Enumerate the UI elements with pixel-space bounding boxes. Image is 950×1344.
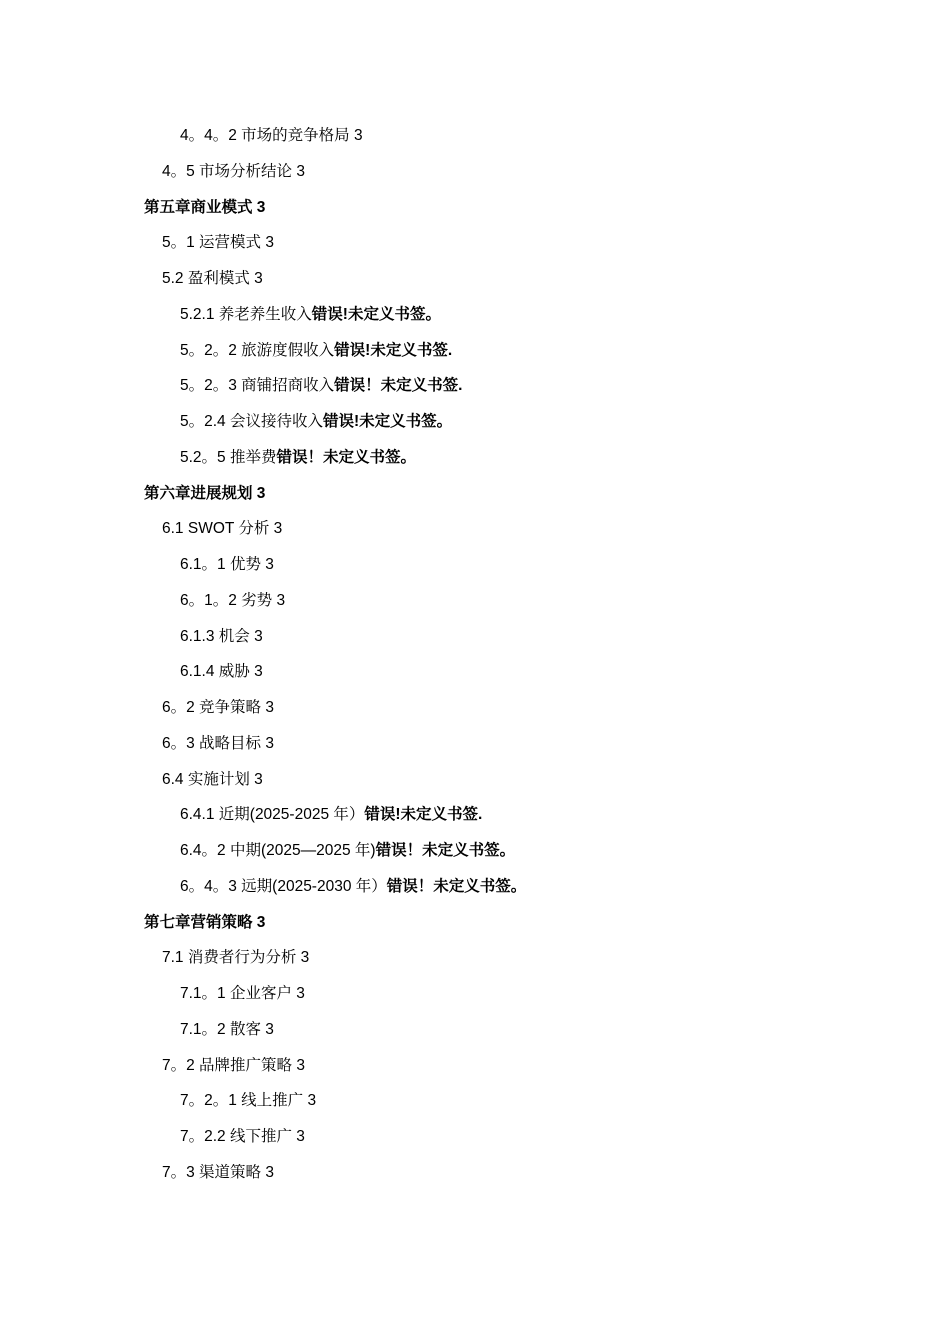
toc-entry-text: 第六章进展规划 3 bbox=[144, 484, 266, 502]
toc-entry-text: 6。2 竞争策略 3 bbox=[162, 699, 274, 716]
toc-entry-text: 7。2。1 线上推广 3 bbox=[180, 1092, 317, 1110]
toc-entry-text: 5.2.1 养老养生收入 bbox=[180, 305, 312, 323]
toc-entry-text: 5.2 盈利模式 3 bbox=[162, 270, 263, 287]
toc-entry-text: 第五章商业模式 3 bbox=[144, 198, 266, 216]
toc-entry-text: 5.2。5 推举费 bbox=[180, 448, 277, 466]
bookmark-error: 错误!未定义书签. bbox=[334, 341, 453, 359]
bookmark-error: 错误!未定义书签。 bbox=[311, 305, 441, 323]
toc-entry-text: 7.1 消费者行为分析 3 bbox=[162, 949, 310, 967]
toc-entry[interactable] bbox=[0, 619, 950, 655]
toc-entry[interactable] bbox=[0, 440, 950, 476]
toc-entry[interactable] bbox=[0, 511, 950, 547]
toc-entry[interactable] bbox=[0, 190, 950, 226]
toc-entry[interactable] bbox=[0, 762, 950, 798]
toc-entry[interactable] bbox=[0, 1083, 950, 1119]
toc-entry[interactable] bbox=[0, 547, 950, 583]
toc-entry-text: 5。2。3 商铺招商收入 bbox=[180, 377, 335, 395]
toc-entry[interactable] bbox=[0, 905, 950, 941]
bookmark-error: 错误!未定义书签. bbox=[364, 806, 483, 824]
toc-entry[interactable] bbox=[0, 154, 950, 190]
toc-entry-text: 6.1。1 优势 3 bbox=[180, 556, 274, 573]
toc-entry[interactable] bbox=[0, 690, 950, 726]
toc-entry[interactable] bbox=[0, 225, 950, 261]
toc-entry[interactable] bbox=[0, 1119, 950, 1155]
toc-entry[interactable] bbox=[0, 1012, 950, 1048]
bookmark-error: 错误！未定义书签。 bbox=[276, 448, 416, 466]
toc-entry[interactable] bbox=[0, 333, 950, 369]
toc-entry-text: 5。2.4 会议接待收入 bbox=[180, 413, 323, 430]
toc-entry[interactable] bbox=[0, 1048, 950, 1084]
toc-entry-text: 6。4。3 远期(2025-2030 年） bbox=[180, 877, 387, 895]
toc-entry-text: 5。2。2 旅游度假收入 bbox=[180, 341, 335, 359]
bookmark-error: 错误！未定义书签。 bbox=[375, 842, 516, 859]
toc-entry-text: 6.1.3 机会 3 bbox=[180, 627, 263, 645]
toc-entry[interactable] bbox=[0, 833, 950, 869]
toc-entry-text: 6.1.4 威胁 3 bbox=[180, 663, 263, 681]
toc-entry[interactable] bbox=[0, 654, 950, 690]
toc-entry[interactable] bbox=[0, 1155, 950, 1191]
toc-entry-text: 7。2 品牌推广策略 3 bbox=[162, 1056, 305, 1074]
toc-entry-text: 7。3 渠道策略 3 bbox=[162, 1163, 274, 1181]
toc-entry-text: 7.1。2 散客 3 bbox=[180, 1020, 274, 1038]
table-of-contents bbox=[0, 118, 950, 1191]
toc-entry[interactable] bbox=[0, 869, 950, 905]
toc-entry[interactable] bbox=[0, 476, 950, 512]
toc-entry-text: 4。5 市场分析结论 3 bbox=[162, 162, 305, 180]
toc-entry-text: 第七章营销策略 3 bbox=[144, 913, 266, 931]
bookmark-error: 错误！未定义书签。 bbox=[386, 877, 527, 895]
toc-entry[interactable] bbox=[0, 726, 950, 762]
toc-entry-text: 7。2.2 线下推广 3 bbox=[180, 1128, 305, 1145]
toc-entry[interactable] bbox=[0, 368, 950, 404]
toc-entry[interactable] bbox=[0, 261, 950, 297]
toc-entry-text: 4。4。2 市场的竞争格局 3 bbox=[180, 127, 363, 144]
toc-entry[interactable] bbox=[0, 940, 950, 976]
toc-entry-text: 7.1。1 企业客户 3 bbox=[180, 985, 305, 1002]
toc-entry-text: 6。3 战略目标 3 bbox=[162, 734, 274, 752]
toc-entry-text: 6.4.1 近期(2025-2025 年） bbox=[180, 806, 365, 824]
bookmark-error: 错误！未定义书签. bbox=[334, 377, 463, 395]
toc-entry[interactable] bbox=[0, 797, 950, 833]
bookmark-error: 错误!未定义书签。 bbox=[322, 413, 453, 430]
toc-entry-text: 6.1 SWOT 分析 3 bbox=[162, 520, 283, 538]
toc-entry-text: 6.4。2 中期(2025—2025 年) bbox=[180, 842, 376, 859]
toc-entry[interactable] bbox=[0, 404, 950, 440]
toc-entry[interactable] bbox=[0, 583, 950, 619]
toc-entry[interactable] bbox=[0, 976, 950, 1012]
toc-entry-text: 6.4 实施计划 3 bbox=[162, 770, 263, 788]
toc-entry-text: 6。1。2 劣势 3 bbox=[180, 591, 286, 609]
toc-entry-text: 5。1 运营模式 3 bbox=[162, 234, 274, 252]
toc-entry[interactable] bbox=[0, 118, 950, 154]
toc-entry[interactable] bbox=[0, 297, 950, 333]
